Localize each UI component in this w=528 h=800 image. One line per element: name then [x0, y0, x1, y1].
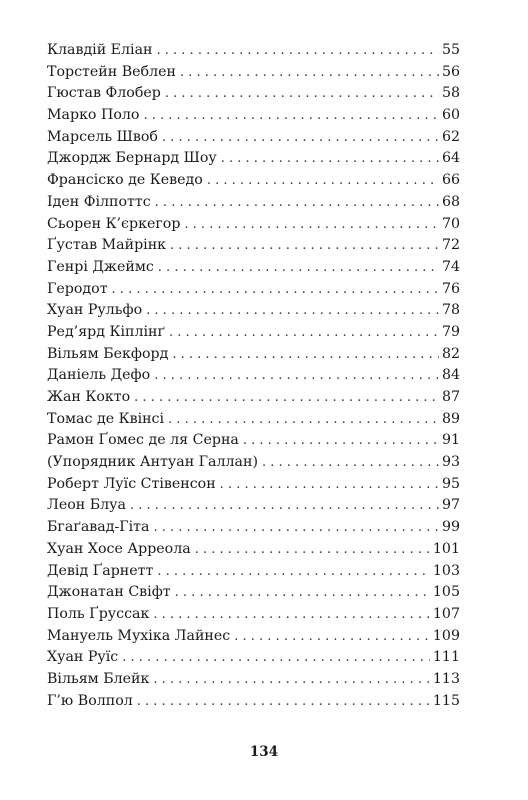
toc-entry-page: 93 [441, 454, 460, 471]
toc-entry [47, 669, 460, 691]
toc-entry-title: Джордж Бернард Шоу [47, 150, 217, 167]
toc-entry-title: Бгаґавад-Гіта [47, 519, 150, 536]
toc-entry-title: Джонатан Свіфт [47, 584, 171, 601]
toc-entry-page: 103 [432, 562, 460, 579]
dot-leader [158, 257, 439, 279]
dot-leader [243, 430, 439, 452]
toc-entry-page: 70 [441, 215, 460, 232]
toc-entry-title: Хуан Хосе Арреола [47, 540, 191, 557]
toc-entry-page: 95 [441, 475, 460, 492]
toc-entry-title: Роберт Луїс Стівенсон [47, 475, 216, 492]
toc-entry [47, 192, 460, 214]
toc-entry [47, 279, 460, 301]
toc-entry-page: 91 [441, 432, 460, 449]
toc-entry [47, 626, 460, 648]
toc-entry [47, 344, 460, 366]
toc-entry-page: 111 [432, 649, 460, 666]
toc-entry-title: Хуан Руїс [47, 649, 119, 666]
toc-entry-title: Г’ю Волпол [47, 692, 133, 709]
toc-entry-page: 84 [441, 367, 460, 384]
toc-entry [47, 647, 460, 669]
toc-entry-page: 60 [441, 107, 460, 124]
toc-entry [47, 235, 460, 257]
toc-entry [47, 387, 460, 409]
toc-entry-title: Хуан Рульфо [47, 302, 143, 319]
toc-entry-title: Вільям Бекфорд [47, 345, 169, 362]
toc-entry [47, 452, 460, 474]
toc-entry [47, 409, 460, 431]
toc-entry [47, 604, 460, 626]
toc-entry-title: Жан Кокто [47, 389, 131, 405]
dot-leader [154, 365, 439, 387]
dot-leader [170, 235, 439, 257]
toc-entry [47, 40, 460, 62]
toc-entry-page: 82 [441, 345, 460, 362]
toc-entry-page: 55 [441, 42, 460, 58]
toc-entry-page: 58 [441, 85, 460, 102]
toc-entry [47, 561, 460, 583]
dot-leader [130, 495, 439, 517]
toc-entry [47, 517, 460, 539]
toc-entry [47, 495, 460, 517]
dot-leader [134, 387, 439, 409]
dot-leader [172, 344, 439, 366]
toc-entry-title: Мануель Мухіка Лайнес [47, 627, 231, 644]
dot-leader [165, 83, 439, 105]
dot-leader [175, 582, 430, 604]
toc-entry-page: 64 [441, 150, 460, 167]
dot-leader [220, 474, 439, 496]
toc-entry-page: 76 [441, 280, 460, 297]
toc-entry-title: Клавдій Еліан [47, 42, 153, 58]
toc-entry-title: Вільям Блейк [47, 670, 150, 687]
toc-entry-page: 105 [432, 584, 460, 601]
toc-entry [47, 691, 460, 713]
toc-entry-page: 101 [432, 540, 460, 557]
toc-entry [47, 105, 460, 127]
toc-entry [47, 148, 460, 170]
toc-entry-title: Ред’ярд Кіплінґ [47, 323, 165, 340]
toc-entry [47, 257, 460, 279]
toc-entry-title: Іден Філпоттс [47, 193, 151, 210]
toc-entry [47, 83, 460, 105]
dot-leader [137, 691, 430, 713]
toc-entry-title: Леон Блуа [47, 497, 126, 514]
dot-leader [221, 148, 439, 170]
dot-leader [146, 300, 439, 322]
dot-leader [234, 626, 430, 648]
toc-entry [47, 62, 460, 84]
dot-leader [112, 279, 439, 301]
dot-leader [162, 127, 439, 149]
toc-entry-page: 99 [441, 519, 460, 536]
toc-entry-title: Марсель Швоб [47, 128, 158, 145]
toc-entry-title: Торстейн Веблен [47, 63, 176, 80]
dot-leader [122, 647, 430, 669]
toc-entry-page: 62 [441, 128, 460, 145]
dot-leader [157, 40, 439, 62]
toc-entry-page: 56 [441, 63, 460, 80]
dot-leader [154, 517, 439, 539]
toc-entry-page: 74 [441, 258, 460, 275]
toc-entry [47, 127, 460, 149]
toc-entry [47, 365, 460, 387]
dot-leader [169, 322, 439, 344]
toc-entry [47, 322, 460, 344]
toc-entry-title: Рамон Ґомес де ля Серна [47, 432, 239, 449]
toc-entry [47, 300, 460, 322]
dot-leader [155, 192, 439, 214]
toc-entry-page: 115 [432, 692, 460, 709]
toc-entry-title: Сьорен К’єркегор [47, 215, 181, 232]
dot-leader [195, 539, 430, 561]
toc-entry-page: 107 [432, 605, 460, 622]
dot-leader [207, 170, 439, 192]
toc-entry-title: Девід Ґарнетт [47, 562, 154, 579]
toc-entry-page: 78 [441, 302, 460, 319]
toc-entry-page: 109 [432, 627, 460, 644]
toc-entry-title: Томас де Квінсі [47, 410, 165, 427]
page-number: 134 [249, 744, 279, 760]
toc-entry-title: (Упорядник Антуан Галлан) [47, 454, 258, 471]
toc-entry-title: Франсіско де Кеведо [47, 172, 203, 189]
toc-entry [47, 582, 460, 604]
dot-leader [153, 604, 430, 626]
dot-leader [153, 669, 430, 691]
toc-entry [47, 430, 460, 452]
dot-leader [168, 409, 439, 431]
toc-entry-page: 97 [441, 497, 460, 514]
toc-entry-title: Марко Поло [47, 107, 140, 124]
toc-entry [47, 539, 460, 561]
dot-leader [180, 62, 439, 84]
toc-entry-page: 79 [441, 323, 460, 340]
toc-entry-title: Поль Ґруссак [47, 605, 150, 622]
toc-entry [47, 474, 460, 496]
toc-entry-title: Даніель Дефо [47, 367, 151, 384]
toc-entry-page: 68 [441, 193, 460, 210]
dot-leader [157, 561, 430, 583]
toc-entry-page: 113 [432, 670, 460, 687]
toc-entry-page: 87 [441, 389, 460, 405]
toc-entry-title: Геродот [47, 280, 108, 297]
toc-entry-page: 72 [441, 237, 460, 254]
dot-leader [143, 105, 438, 127]
toc-entry [47, 170, 460, 192]
dot-leader [184, 214, 439, 236]
table-of-contents [47, 40, 460, 712]
toc-entry-title: Генрі Джеймс [47, 258, 154, 275]
toc-entry-title: Гюстав Флобер [47, 85, 161, 102]
toc-entry [47, 214, 460, 236]
toc-entry-title: Ґустав Майрінк [47, 237, 167, 254]
toc-entry-page: 89 [441, 410, 460, 427]
dot-leader [262, 452, 439, 474]
toc-entry-page: 66 [441, 172, 460, 189]
